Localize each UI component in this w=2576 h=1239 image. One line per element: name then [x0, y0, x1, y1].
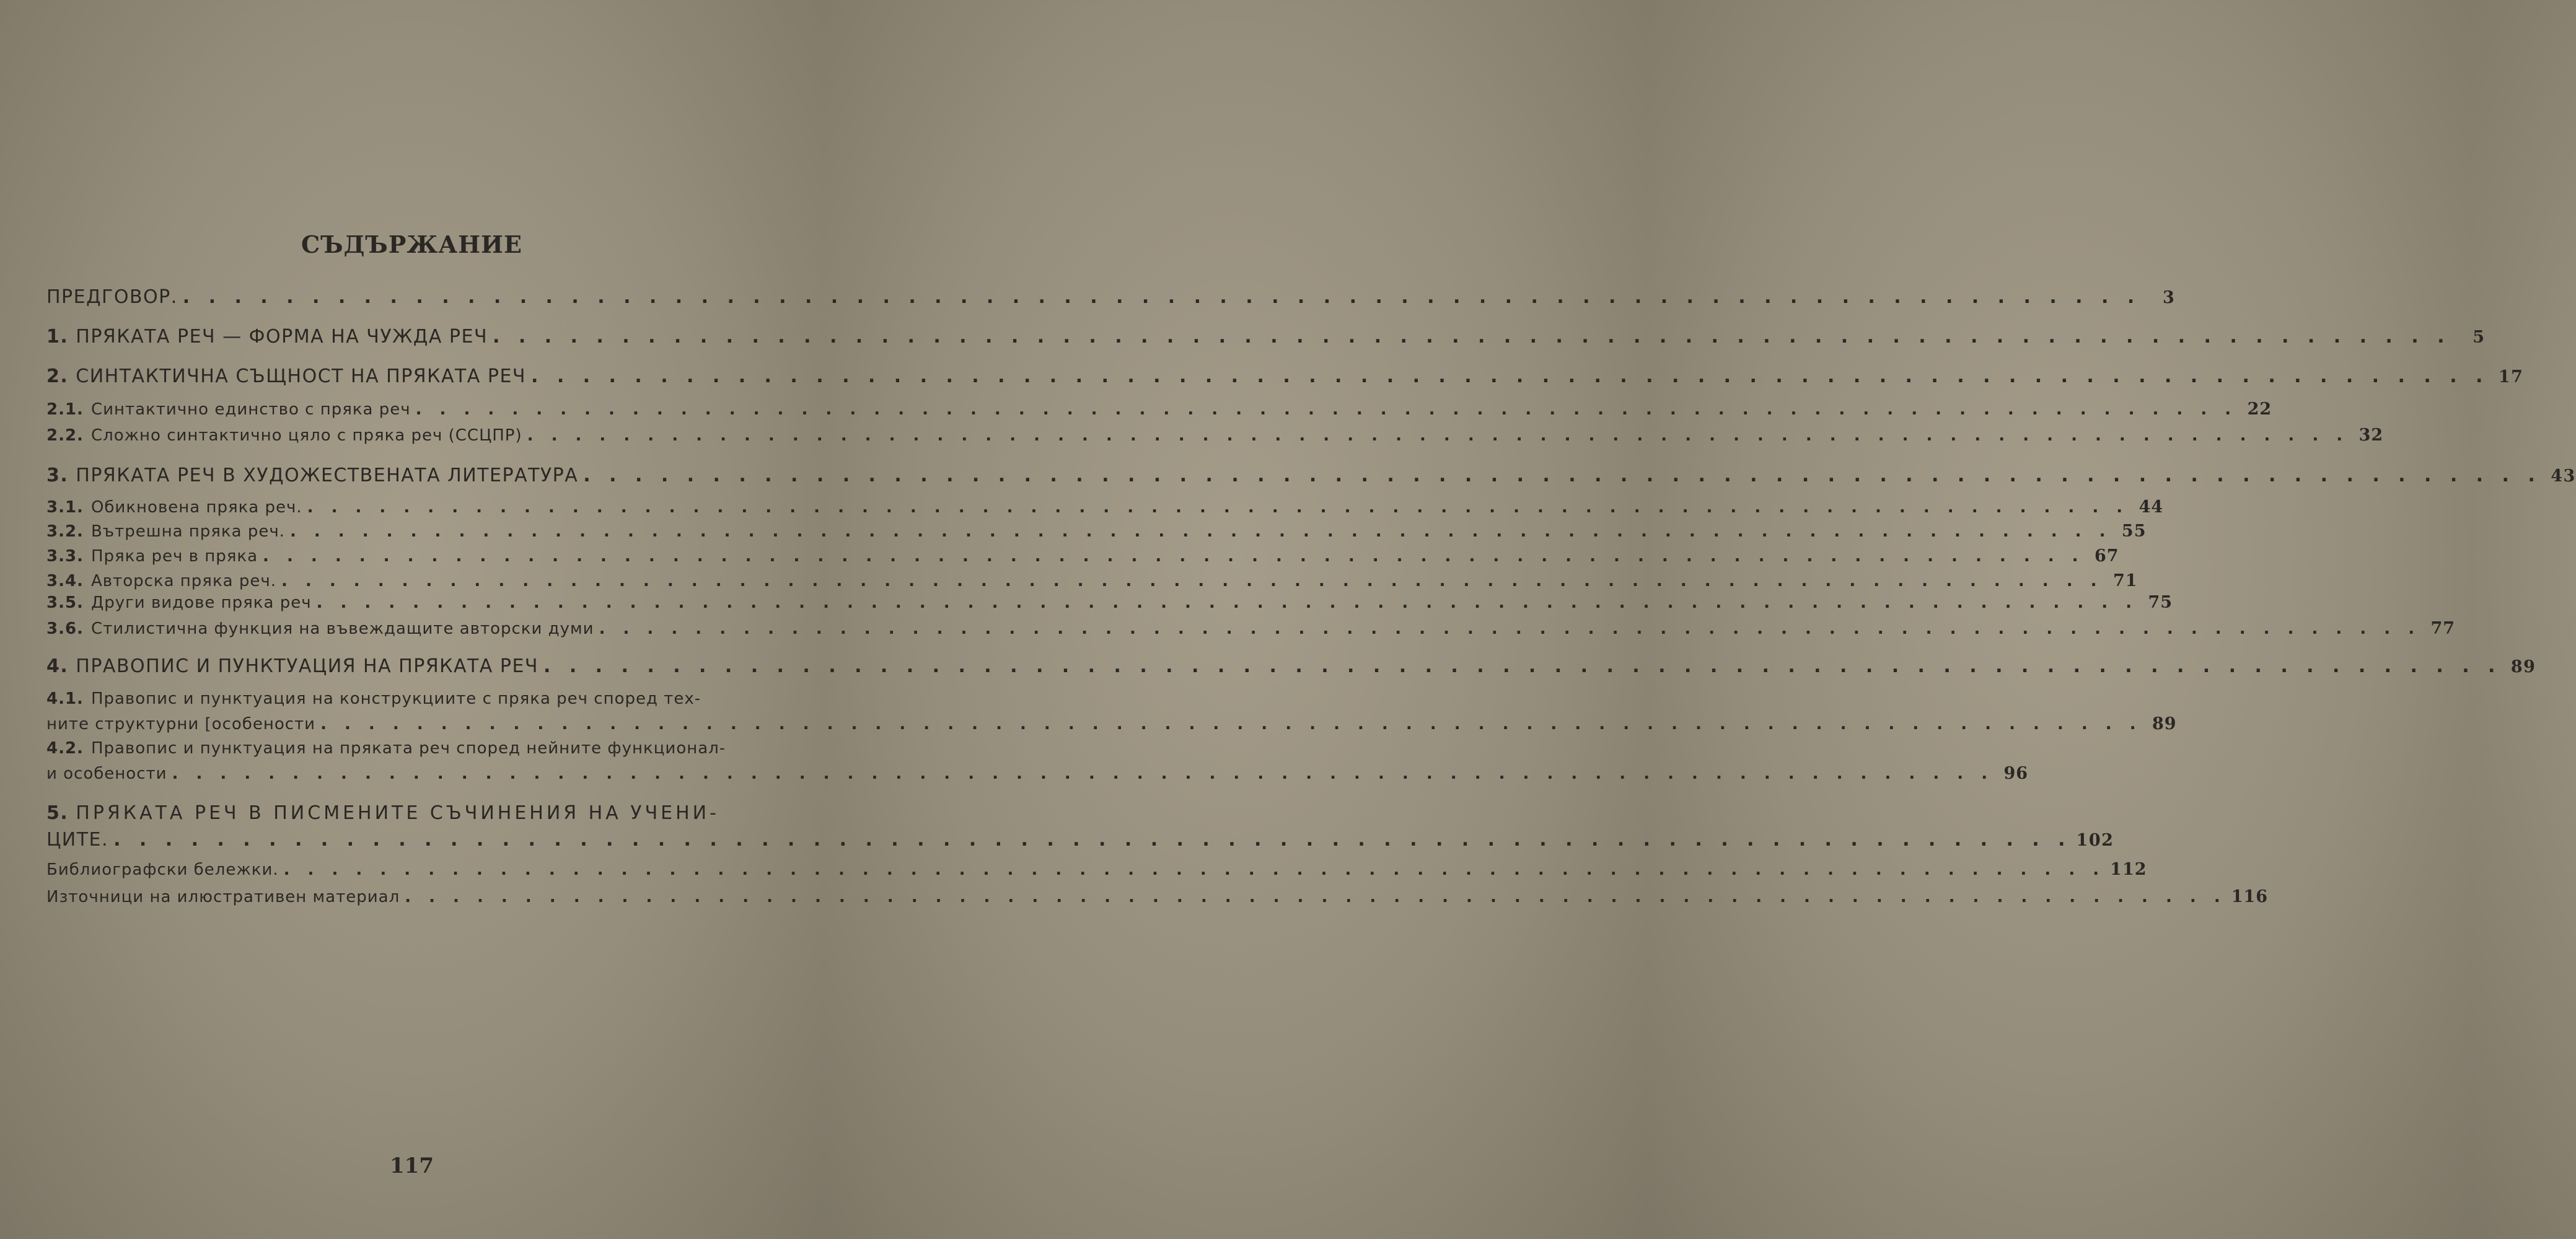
- toc-entry-text-line-1: Правопис и пунктуация на конструкциите с пряка реч според тех-: [90, 690, 701, 708]
- toc-entry-sources: [46, 887, 2269, 906]
- leader-dots: [543, 655, 2501, 677]
- leader-dots: [263, 547, 2085, 566]
- toc-page-number: 32: [2358, 426, 2384, 445]
- toc-entry-number: 4.1.: [46, 690, 84, 708]
- leader-dots: [281, 572, 2103, 590]
- toc-entry-bibliography: [46, 860, 2147, 879]
- leader-dots: [172, 764, 1994, 783]
- toc-entry-text: Авторска пряка реч.: [90, 572, 276, 590]
- toc-page-number: 116: [2231, 887, 2269, 906]
- toc-entry-number: 3.: [46, 465, 69, 486]
- toc-page-number: 77: [2430, 619, 2456, 638]
- toc-entry-number: 1.: [46, 326, 69, 348]
- toc-entry-text: Стилистична функция на въвеждащите авторски думи: [90, 620, 594, 638]
- toc-page-number: 75: [2148, 593, 2173, 612]
- page-title: СЪДЪРЖАНИЕ: [301, 230, 522, 258]
- toc-page-number: 112: [2110, 860, 2147, 879]
- toc-entry-number: 3.3.: [46, 547, 84, 566]
- toc-page-number: 96: [2003, 764, 2029, 783]
- leader-dots: [599, 620, 2421, 638]
- toc-page-number: 43: [2551, 466, 2576, 486]
- leader-dots: [113, 829, 2071, 851]
- toc-entry-text-line-1: ПРЯКАТА РЕЧ В ПИСМЕНИТЕ СЪЧИНЕНИЯ НА УЧЕНИ-: [76, 802, 719, 824]
- toc-entry-text: Сложно синтактично цяло с пряка реч (ССЦПР): [90, 426, 522, 445]
- leader-dots: [284, 860, 2106, 879]
- toc-entry-text: Синтактично единство с пряка реч: [90, 400, 411, 419]
- toc-entry-text-line-2: и особености: [46, 764, 167, 783]
- toc-entry-number: 3.4.: [46, 572, 84, 590]
- toc-entry-text-line-1: Правопис и пунктуация на пряката реч според нейните функционал-: [90, 739, 726, 758]
- toc-entry-section-2-1: [46, 400, 2272, 419]
- toc-entry-text: ПРЕДГОВОР.: [46, 286, 178, 308]
- toc-entry-number: 2.1.: [46, 400, 84, 419]
- toc-page-number: 44: [2139, 497, 2164, 517]
- toc-entry-text: Обикновена пряка реч.: [90, 498, 302, 517]
- leader-dots: [405, 888, 2227, 906]
- leader-dots: [307, 498, 2129, 517]
- leader-dots: [183, 286, 2140, 308]
- page-folio-number: 117: [390, 1154, 434, 1178]
- toc-entry-text: Други видове пряка реч: [90, 593, 312, 612]
- toc-entry-text: Пряка реч в пряка: [90, 547, 258, 566]
- toc-page-number: 55: [2121, 522, 2147, 541]
- toc-page-number: 71: [2112, 571, 2138, 590]
- toc-entry-text: ПРЯКАТА РЕЧ — ФОРМА НА ЧУЖДА РЕЧ: [76, 326, 488, 348]
- toc-entry-chapter-4: [46, 655, 2536, 677]
- toc-entry-number: 2.2.: [46, 426, 84, 445]
- toc-page-number: 89: [2152, 714, 2177, 733]
- toc-entry-section-2-2: [46, 426, 2384, 445]
- toc-entry-section-3-2: [46, 522, 2147, 541]
- toc-page-number: 3: [2162, 288, 2176, 307]
- toc-entry-preface: [46, 286, 2176, 308]
- toc-entry-text-line-2: ните структурни [особености: [46, 715, 316, 733]
- toc-entry-number: 5.: [46, 802, 69, 824]
- toc-entry-text: СИНТАКТИЧНА СЪЩНОСТ НА ПРЯКАТА РЕЧ: [76, 366, 526, 387]
- toc-entry-text-line-2: ЦИТЕ.: [46, 829, 109, 851]
- toc-entry-section-3-4: [46, 571, 2138, 590]
- leader-dots: [317, 593, 2139, 612]
- leader-dots: [583, 465, 2541, 486]
- leader-dots: [290, 522, 2112, 541]
- toc-entry-text: ПРАВОПИС И ПУНКТУАЦИЯ НА ПРЯКАТА РЕЧ: [76, 655, 538, 677]
- toc-entry-number: 2.: [46, 366, 69, 387]
- toc-entry-number: 3.6.: [46, 620, 84, 638]
- toc-page-number: 67: [2094, 546, 2119, 566]
- toc-entry-chapter-2: [46, 366, 2524, 387]
- toc-page-number: 17: [2498, 367, 2524, 387]
- toc-page-number: 89: [2510, 657, 2536, 676]
- toc-entry-text: ПРЯКАТА РЕЧ В ХУДОЖЕСТВЕНАТА ЛИТЕРАТУРА: [76, 465, 579, 486]
- toc-entry-number: 4.: [46, 655, 69, 677]
- toc-entry-section-3-5: [46, 593, 2173, 612]
- leader-dots: [320, 715, 2142, 733]
- toc-entry-number: 4.2.: [46, 739, 84, 758]
- toc-entry-section-4-1: [46, 690, 2177, 733]
- toc-entry-chapter-5: [46, 802, 2114, 851]
- toc-entry-number: 3.5.: [46, 593, 84, 612]
- toc-entry-chapter-3: [46, 465, 2576, 486]
- toc-entry-section-3-6: [46, 619, 2456, 638]
- toc-page-number: 5: [2473, 328, 2486, 347]
- leader-dots: [416, 400, 2238, 419]
- toc-entry-text: Библиографски бележки.: [46, 860, 279, 879]
- toc-entry-number: 3.1.: [46, 498, 84, 517]
- toc-entry-section-3-1: [46, 497, 2164, 517]
- toc-entry-number: 3.2.: [46, 522, 84, 541]
- toc-entry-text: Вътрешна пряка реч.: [90, 522, 285, 541]
- leader-dots: [493, 326, 2450, 348]
- toc-page-number: 102: [2076, 831, 2114, 850]
- leader-dots: [527, 426, 2349, 445]
- leader-dots: [531, 366, 2489, 387]
- toc-entry-chapter-1: [46, 326, 2486, 348]
- toc-page-number: 22: [2247, 400, 2272, 419]
- toc-entry-section-4-2: [46, 739, 2029, 783]
- toc-entry-section-3-3: [46, 546, 2119, 566]
- toc-entry-text: Източници на илюстративен материал: [46, 888, 400, 906]
